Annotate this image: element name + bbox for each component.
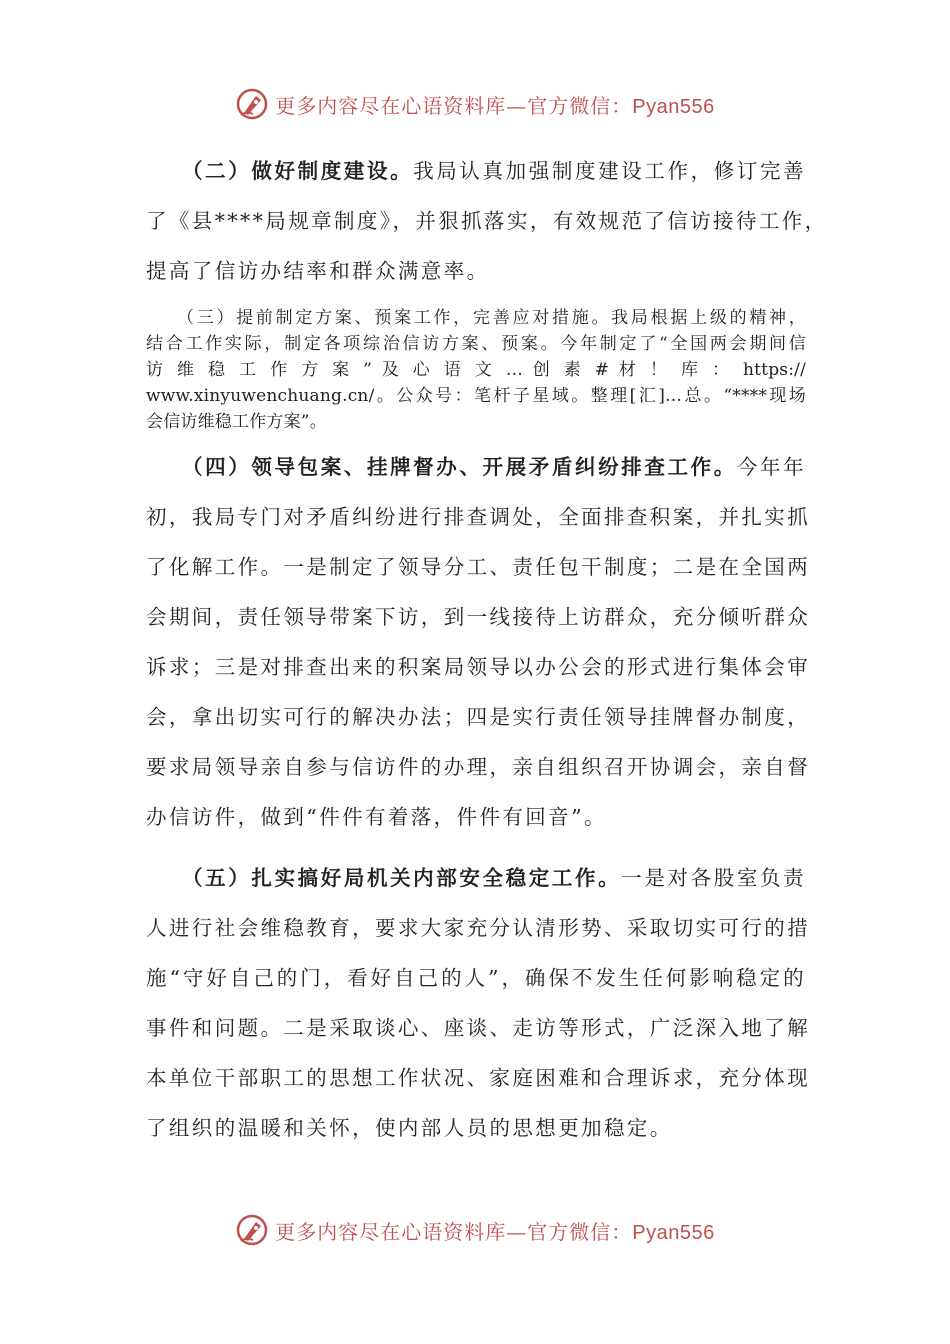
pen-nib-logo-icon bbox=[235, 1213, 269, 1247]
paragraph-line: 结合工作实际，制定各项综治信访方案、预案。今年制定了“全国两会期间信 bbox=[146, 334, 806, 354]
paragraph-4 bbox=[146, 442, 811, 842]
paragraph-line: 会期间，责任领导带案下访，到一线接待上访群众，充分倾听群众 bbox=[146, 605, 811, 629]
paragraph-3 bbox=[146, 305, 806, 435]
paragraph-line: 了《县****局规章制度》，并狠抓落实，有效规范了信访接待工作， bbox=[146, 209, 828, 233]
paragraph-line: 人进行社会维稳教育，要求大家充分认清形势、采取切实可行的措 bbox=[146, 916, 811, 940]
paragraph-2 bbox=[146, 146, 828, 296]
header-banner bbox=[0, 82, 950, 126]
paragraph-line: 本单位干部职工的思想工作状况、家庭困难和合理诉求，充分体现 bbox=[146, 1066, 811, 1090]
paragraph-heading: （五）扎实搞好局机关内部安全稳定工作。 bbox=[192, 866, 622, 890]
paragraph-line: 施“守好自己的门，看好自己的人”，确保不发生任何影响稳定的 bbox=[146, 966, 806, 990]
pen-nib-logo-icon bbox=[235, 87, 269, 121]
paragraph-line: www.xinyuwenchuang.cn/。公众号：笔杆子星域。整理[汇]…总。“****现场 bbox=[146, 386, 806, 406]
paragraph-line: 了组织的温暖和关怀，使内部人员的思想更加稳定。 bbox=[146, 1116, 673, 1140]
header-banner-text: 更多内容尽在心语资料库—官方微信：Pyan556 bbox=[275, 93, 715, 118]
paragraph-heading: （四）领导包案、挂牌督办、开展矛盾纠纷排查工作。 bbox=[192, 455, 737, 479]
paragraph-line: 了化解工作。一是制定了领导分工、责任包干制度；二是在全国两 bbox=[146, 555, 811, 579]
paragraph-line: 提高了信访办结率和群众满意率。 bbox=[146, 259, 490, 283]
paragraph-line: 要求局领导亲自参与信访件的办理，亲自组织召开协调会，亲自督 bbox=[146, 755, 811, 779]
paragraph-line: 会信访维稳工作方案”。 bbox=[146, 412, 327, 432]
footer-banner-text: 更多内容尽在心语资料库—官方微信：Pyan556 bbox=[275, 1219, 715, 1244]
paragraph-line: 会，拿出切实可行的解决办法；四是实行责任领导挂牌督办制度， bbox=[146, 705, 811, 729]
paragraph-line: 办信访件，做到“件件有着落，件件有回音”。 bbox=[146, 805, 607, 829]
paragraph-line: （五）扎实搞好局机关内部安全稳定工作。一是对各股室负责 bbox=[192, 866, 806, 890]
paragraph-line: （四）领导包案、挂牌督办、开展矛盾纠纷排查工作。今年年 bbox=[192, 455, 806, 479]
paragraph-line: （二）做好制度建设。我局认真加强制度建设工作，修订完善 bbox=[192, 159, 806, 183]
paragraph-line: 初，我局专门对矛盾纠纷进行排查调处，全面排查积案，并扎实抓 bbox=[146, 505, 811, 529]
paragraph-line: 事件和问题。二是采取谈心、座谈、走访等形式，广泛深入地了解 bbox=[146, 1016, 811, 1040]
footer-banner bbox=[0, 1208, 950, 1252]
paragraph-line: 访 维 稳 工 作 方 案 ” 及 心 语 文 … 创 素 # 材 ！ 库 ： https:// bbox=[146, 360, 806, 380]
paragraph-5 bbox=[146, 853, 811, 1153]
paragraph-heading: （二）做好制度建设。 bbox=[192, 159, 414, 183]
paragraph-line: 诉求；三是对排查出来的积案局领导以办公会的形式进行集体会审 bbox=[146, 655, 811, 679]
paragraph-line: （三）提前制定方案、预案工作，完善应对措施。我局根据上级的精神， bbox=[185, 308, 806, 328]
